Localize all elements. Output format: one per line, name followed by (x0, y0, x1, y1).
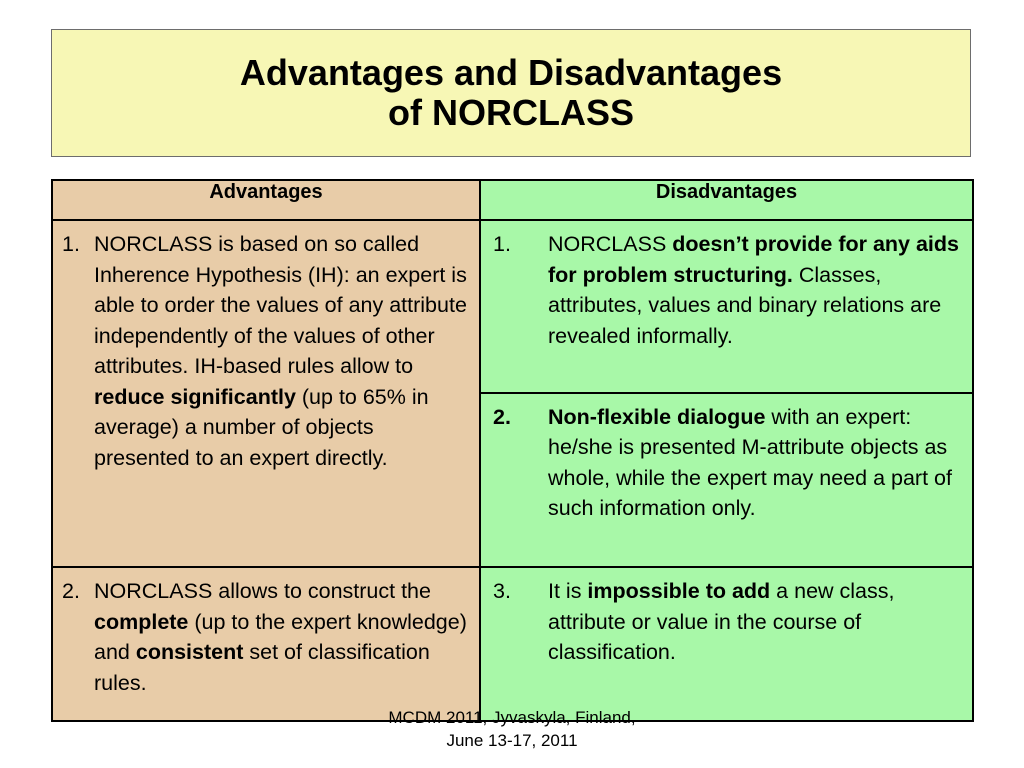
disadvantage-2-text: with an expert: he/she is presented M-attribute objects as whole, while the expert may need a part of such information only. (548, 404, 952, 521)
disadvantage-item-2 (481, 394, 972, 532)
disadvantage-cell-2 (480, 393, 973, 567)
advantage-item-2 (53, 568, 479, 706)
disadvantage-item-3 (481, 568, 972, 676)
footer-line-1: MCDM 2011, Jyvaskyla, Finland, (388, 708, 636, 727)
disadvantage-3-emphasis: impossible to add (587, 579, 771, 603)
advantage-1-text-b: (up to 65% in average) a number of objects presented to an expert directly. (94, 384, 429, 470)
table-row (52, 220, 973, 393)
advantage-2-text-a: NORCLASS allows to construct the (94, 579, 431, 603)
disadvantage-1-text-a: NORCLASS (548, 232, 673, 256)
table-row (52, 567, 973, 721)
advantage-2-emphasis-complete: complete (94, 609, 189, 634)
slide-title-line-1: Advantages and Disadvantages (239, 52, 783, 93)
table-header-row (52, 180, 973, 220)
advantage-1-emphasis: reduce significantly (94, 384, 296, 409)
advantage-number-1: 1. (62, 232, 80, 256)
advantage-1-text-a: NORCLASS is based on so called Inherence Hypothesis (IH): an expert is able to order the values of any attribute independently of the values of other attributes. IH-based rules allow to (94, 232, 467, 378)
title-box (51, 29, 971, 157)
disadvantage-2-emphasis: Non-flexible dialogue (548, 404, 766, 429)
advantage-2-text-c: set of classification rules. (94, 640, 430, 695)
disadvantage-number-1: 1. (493, 232, 511, 256)
advantages-header: Advantages (52, 180, 480, 220)
slide-title-line-2: of NORCLASS (388, 92, 634, 133)
advantage-2-text-b: (up to the expert knowledge) and (94, 609, 467, 664)
disadvantage-cell-1 (480, 220, 973, 393)
advantage-cell-1 (52, 220, 480, 567)
advantage-cell-2 (52, 567, 480, 721)
disadvantage-number-3: 3. (493, 579, 511, 603)
disadvantage-cell-3 (480, 567, 973, 721)
footer (0, 706, 1024, 752)
disadvantages-header: Disadvantages (480, 180, 973, 220)
disadvantage-1-emphasis: doesn’t provide for any aids for problem structuring. (548, 232, 959, 287)
advantage-number-2: 2. (62, 579, 80, 603)
disadvantage-1-text-b: Classes, attributes, values and binary relations are revealed informally. (548, 262, 942, 348)
disadvantage-3-text-b: a new class, attribute or value in the course of classification. (548, 579, 895, 664)
advantages-disadvantages-table (51, 179, 974, 722)
advantage-2-emphasis-consistent: consistent (135, 640, 244, 664)
advantage-item-1 (53, 221, 479, 481)
disadvantage-item-1 (481, 221, 972, 359)
disadvantage-number-2: 2. (493, 404, 511, 429)
disadvantage-3-text-a: It is (548, 579, 588, 603)
footer-line-2: June 13-17, 2011 (446, 731, 578, 750)
